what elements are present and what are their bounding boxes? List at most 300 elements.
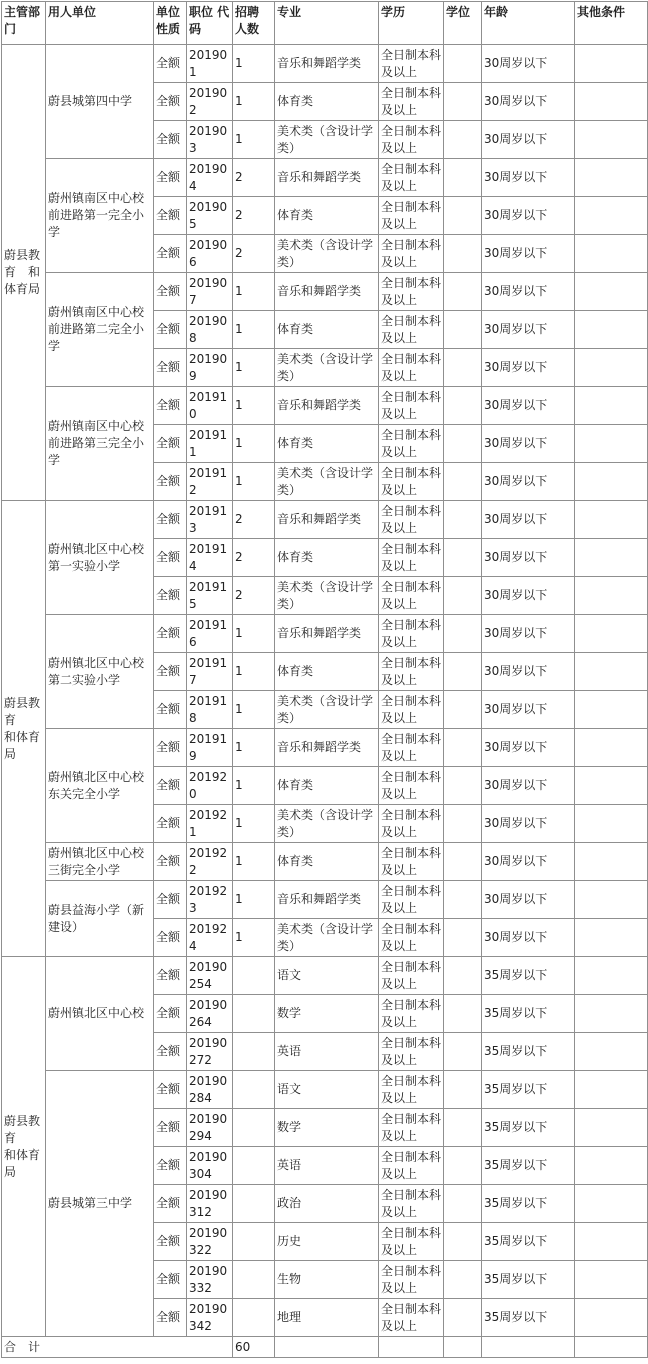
cell-major: 美术类（含设计学类） [275,577,379,615]
cell-other [575,577,648,615]
cell-age: 30周岁以下 [482,577,575,615]
cell-count: 1 [233,349,275,387]
cell-age: 30周岁以下 [482,425,575,463]
cell-code: 20190304 [187,1147,233,1185]
cell-nature: 全额 [154,159,187,197]
total-count: 60 [233,1337,275,1358]
cell-age: 30周岁以下 [482,919,575,957]
cell-count [233,995,275,1033]
cell-code: 20190322 [187,1223,233,1261]
cell-other [575,1071,648,1109]
cell-other [575,1261,648,1299]
table-row [2,957,648,995]
cell-major: 音乐和舞蹈学类 [275,273,379,311]
cell-age: 30周岁以下 [482,501,575,539]
total-blank [275,1337,379,1358]
cell-major: 数学 [275,1109,379,1147]
cell-nature: 全额 [154,919,187,957]
cell-age: 35周岁以下 [482,1071,575,1109]
table-row [2,881,648,919]
cell-age: 30周岁以下 [482,159,575,197]
cell-other [575,843,648,881]
cell-major: 英语 [275,1033,379,1071]
cell-other [575,387,648,425]
cell-count: 1 [233,45,275,83]
unit-cell: 蔚县益海小学（新建设） [46,881,154,957]
cell-other [575,881,648,919]
total-label: 合 计 [2,1337,233,1358]
cell-count [233,1223,275,1261]
cell-nature: 全额 [154,615,187,653]
cell-age: 30周岁以下 [482,653,575,691]
cell-code: 201921 [187,805,233,843]
cell-major: 体育类 [275,539,379,577]
cell-major: 音乐和舞蹈学类 [275,159,379,197]
cell-degree [444,615,482,653]
unit-cell: 蔚州镇南区中心校前进路第三完全小学 [46,387,154,501]
cell-count [233,1261,275,1299]
header-unit: 用人单位 [46,2,154,45]
cell-degree [444,1261,482,1299]
cell-major: 音乐和舞蹈学类 [275,881,379,919]
header-degree: 学位 [444,2,482,45]
cell-nature: 全额 [154,539,187,577]
cell-major: 语文 [275,957,379,995]
cell-nature: 全额 [154,1185,187,1223]
header-education: 学历 [379,2,444,45]
cell-age: 35周岁以下 [482,1223,575,1261]
cell-other [575,691,648,729]
unit-cell: 蔚州镇北区中心校 [46,957,154,1071]
cell-degree [444,805,482,843]
cell-education: 全日制本科及以上 [379,919,444,957]
cell-education: 全日制本科及以上 [379,1185,444,1223]
table-row [2,729,648,767]
unit-cell: 蔚县城第四中学 [46,45,154,159]
department-cell: 蔚县教育 和体育局 [2,45,46,501]
cell-education: 全日制本科及以上 [379,311,444,349]
cell-nature: 全额 [154,425,187,463]
cell-age: 30周岁以下 [482,767,575,805]
cell-other [575,539,648,577]
cell-major: 美术类（含设计学类） [275,121,379,159]
cell-code: 20190264 [187,995,233,1033]
cell-count [233,1109,275,1147]
cell-count: 1 [233,615,275,653]
cell-other [575,501,648,539]
unit-cell: 蔚州镇南区中心校前进路第一完全小学 [46,159,154,273]
cell-age: 30周岁以下 [482,843,575,881]
cell-count: 2 [233,235,275,273]
cell-age: 30周岁以下 [482,463,575,501]
cell-code: 201904 [187,159,233,197]
table-row [2,843,648,881]
cell-nature: 全额 [154,691,187,729]
cell-age: 30周岁以下 [482,539,575,577]
cell-degree [444,957,482,995]
cell-education: 全日制本科及以上 [379,577,444,615]
unit-cell: 蔚州镇北区中心校东关完全小学 [46,729,154,843]
cell-other [575,159,648,197]
cell-education: 全日制本科及以上 [379,121,444,159]
cell-education: 全日制本科及以上 [379,1033,444,1071]
cell-age: 30周岁以下 [482,615,575,653]
cell-code: 201923 [187,881,233,919]
cell-age: 30周岁以下 [482,805,575,843]
cell-education: 全日制本科及以上 [379,957,444,995]
cell-other [575,919,648,957]
cell-education: 全日制本科及以上 [379,767,444,805]
cell-degree [444,881,482,919]
cell-count: 2 [233,159,275,197]
cell-degree [444,83,482,121]
unit-cell: 蔚州镇北区中心校第二实验小学 [46,615,154,729]
cell-education: 全日制本科及以上 [379,45,444,83]
cell-education: 全日制本科及以上 [379,387,444,425]
cell-degree [444,691,482,729]
cell-major: 体育类 [275,843,379,881]
cell-major: 历史 [275,1223,379,1261]
cell-major: 体育类 [275,197,379,235]
cell-major: 美术类（含设计学类） [275,919,379,957]
table-row [2,1071,648,1109]
cell-major: 美术类（含设计学类） [275,463,379,501]
cell-code: 201901 [187,45,233,83]
cell-major: 音乐和舞蹈学类 [275,45,379,83]
cell-major: 美术类（含设计学类） [275,349,379,387]
cell-degree [444,1109,482,1147]
cell-code: 201909 [187,349,233,387]
cell-degree [444,767,482,805]
cell-age: 30周岁以下 [482,881,575,919]
cell-code: 201922 [187,843,233,881]
cell-degree [444,235,482,273]
cell-degree [444,349,482,387]
cell-education: 全日制本科及以上 [379,463,444,501]
cell-code: 201902 [187,83,233,121]
cell-count: 1 [233,653,275,691]
cell-count: 2 [233,197,275,235]
cell-nature: 全额 [154,311,187,349]
cell-major: 体育类 [275,83,379,121]
cell-other [575,1299,648,1337]
cell-degree [444,995,482,1033]
cell-major: 美术类（含设计学类） [275,235,379,273]
cell-degree [444,729,482,767]
cell-degree [444,1033,482,1071]
cell-other [575,121,648,159]
cell-age: 30周岁以下 [482,83,575,121]
cell-degree [444,463,482,501]
cell-major: 数学 [275,995,379,1033]
cell-other [575,349,648,387]
cell-nature: 全额 [154,767,187,805]
cell-degree [444,273,482,311]
cell-code: 201916 [187,615,233,653]
cell-major: 体育类 [275,425,379,463]
cell-education: 全日制本科及以上 [379,159,444,197]
cell-education: 全日制本科及以上 [379,235,444,273]
cell-count: 1 [233,311,275,349]
cell-code: 201910 [187,387,233,425]
cell-other [575,45,648,83]
cell-degree [444,577,482,615]
header-age: 年龄 [482,2,575,45]
header-other: 其他条件 [575,2,648,45]
cell-other [575,729,648,767]
cell-code: 201914 [187,539,233,577]
cell-code: 201908 [187,311,233,349]
cell-code: 201919 [187,729,233,767]
cell-major: 音乐和舞蹈学类 [275,615,379,653]
cell-code: 201924 [187,919,233,957]
cell-major: 英语 [275,1147,379,1185]
cell-degree [444,197,482,235]
cell-code: 20190342 [187,1299,233,1337]
cell-major: 体育类 [275,653,379,691]
unit-cell: 蔚州镇南区中心校前进路第二完全小学 [46,273,154,387]
cell-degree [444,121,482,159]
cell-education: 全日制本科及以上 [379,995,444,1033]
cell-count: 1 [233,881,275,919]
cell-count [233,1071,275,1109]
cell-education: 全日制本科及以上 [379,1147,444,1185]
cell-age: 30周岁以下 [482,349,575,387]
cell-degree [444,1185,482,1223]
cell-code: 20190254 [187,957,233,995]
cell-other [575,1185,648,1223]
cell-major: 体育类 [275,311,379,349]
cell-education: 全日制本科及以上 [379,349,444,387]
cell-major: 语文 [275,1071,379,1109]
cell-degree [444,653,482,691]
cell-age: 35周岁以下 [482,1299,575,1337]
cell-nature: 全额 [154,387,187,425]
cell-nature: 全额 [154,121,187,159]
cell-nature: 全额 [154,1033,187,1071]
cell-code: 20190272 [187,1033,233,1071]
cell-other [575,425,648,463]
cell-major: 音乐和舞蹈学类 [275,387,379,425]
cell-nature: 全额 [154,273,187,311]
cell-nature: 全额 [154,653,187,691]
cell-degree [444,45,482,83]
unit-cell: 蔚县城第三中学 [46,1071,154,1337]
cell-nature: 全额 [154,197,187,235]
cell-degree [444,1299,482,1337]
recruitment-table [1,1,648,1358]
cell-major: 地理 [275,1299,379,1337]
total-blank [575,1337,648,1358]
cell-nature: 全额 [154,1223,187,1261]
cell-count [233,957,275,995]
cell-other [575,1147,648,1185]
cell-count: 1 [233,919,275,957]
cell-other [575,463,648,501]
cell-count [233,1185,275,1223]
table-row [2,615,648,653]
cell-nature: 全额 [154,957,187,995]
cell-education: 全日制本科及以上 [379,691,444,729]
cell-code: 201915 [187,577,233,615]
cell-code: 20190294 [187,1109,233,1147]
cell-degree [444,539,482,577]
cell-major: 体育类 [275,767,379,805]
department-cell: 蔚县教育 和体育局 [2,501,46,957]
cell-code: 201905 [187,197,233,235]
cell-other [575,83,648,121]
cell-education: 全日制本科及以上 [379,653,444,691]
cell-count: 1 [233,767,275,805]
cell-education: 全日制本科及以上 [379,805,444,843]
cell-other [575,805,648,843]
cell-nature: 全额 [154,1071,187,1109]
cell-degree [444,1223,482,1261]
cell-nature: 全额 [154,1261,187,1299]
cell-nature: 全额 [154,235,187,273]
cell-code: 201911 [187,425,233,463]
cell-count: 1 [233,691,275,729]
cell-other [575,1223,648,1261]
cell-code: 201913 [187,501,233,539]
cell-other [575,615,648,653]
cell-age: 30周岁以下 [482,729,575,767]
cell-code: 20190312 [187,1185,233,1223]
table-row [2,387,648,425]
total-blank [482,1337,575,1358]
cell-other [575,957,648,995]
cell-count: 1 [233,463,275,501]
cell-degree [444,501,482,539]
cell-age: 35周岁以下 [482,1147,575,1185]
cell-other [575,197,648,235]
cell-code: 201903 [187,121,233,159]
cell-degree [444,919,482,957]
unit-cell: 蔚州镇北区中心校三街完全小学 [46,843,154,881]
header-dept: 主管部门 [2,2,46,45]
cell-other [575,767,648,805]
cell-nature: 全额 [154,805,187,843]
unit-cell: 蔚州镇北区中心校第一实验小学 [46,501,154,615]
cell-major: 政治 [275,1185,379,1223]
cell-age: 30周岁以下 [482,197,575,235]
cell-other [575,653,648,691]
cell-code: 201917 [187,653,233,691]
cell-age: 35周岁以下 [482,995,575,1033]
cell-education: 全日制本科及以上 [379,1299,444,1337]
cell-nature: 全额 [154,1109,187,1147]
total-blank [379,1337,444,1358]
cell-education: 全日制本科及以上 [379,273,444,311]
cell-code: 201920 [187,767,233,805]
cell-count: 1 [233,387,275,425]
table-row [2,45,648,83]
cell-age: 30周岁以下 [482,121,575,159]
cell-education: 全日制本科及以上 [379,881,444,919]
header-count: 招聘 人数 [233,2,275,45]
cell-count: 1 [233,425,275,463]
total-blank [444,1337,482,1358]
table-row [2,273,648,311]
cell-code: 20190284 [187,1071,233,1109]
cell-education: 全日制本科及以上 [379,197,444,235]
cell-degree [444,159,482,197]
cell-count: 1 [233,805,275,843]
cell-other [575,273,648,311]
total-row [2,1337,648,1358]
cell-education: 全日制本科及以上 [379,1109,444,1147]
cell-age: 35周岁以下 [482,1109,575,1147]
cell-code: 201918 [187,691,233,729]
cell-count: 1 [233,729,275,767]
cell-other [575,311,648,349]
cell-nature: 全额 [154,1299,187,1337]
cell-education: 全日制本科及以上 [379,539,444,577]
cell-major: 美术类（含设计学类） [275,805,379,843]
department-cell: 蔚县教育 和体育局 [2,957,46,1337]
cell-age: 30周岁以下 [482,387,575,425]
cell-age: 30周岁以下 [482,235,575,273]
cell-nature: 全额 [154,45,187,83]
cell-nature: 全额 [154,463,187,501]
cell-nature: 全额 [154,843,187,881]
cell-age: 30周岁以下 [482,273,575,311]
cell-education: 全日制本科及以上 [379,843,444,881]
cell-education: 全日制本科及以上 [379,615,444,653]
cell-education: 全日制本科及以上 [379,83,444,121]
cell-education: 全日制本科及以上 [379,1071,444,1109]
cell-degree [444,1071,482,1109]
cell-major: 音乐和舞蹈学类 [275,729,379,767]
cell-other [575,1033,648,1071]
cell-age: 30周岁以下 [482,691,575,729]
cell-other [575,235,648,273]
cell-count: 1 [233,121,275,159]
cell-major: 美术类（含设计学类） [275,691,379,729]
cell-degree [444,311,482,349]
cell-age: 35周岁以下 [482,957,575,995]
cell-code: 201912 [187,463,233,501]
cell-code: 201907 [187,273,233,311]
cell-age: 30周岁以下 [482,45,575,83]
cell-degree [444,387,482,425]
table-body [2,45,648,1337]
cell-count: 2 [233,577,275,615]
header-row [2,2,648,45]
cell-major: 音乐和舞蹈学类 [275,501,379,539]
cell-age: 35周岁以下 [482,1033,575,1071]
cell-nature: 全额 [154,501,187,539]
cell-nature: 全额 [154,83,187,121]
cell-nature: 全额 [154,1147,187,1185]
cell-age: 30周岁以下 [482,311,575,349]
cell-age: 35周岁以下 [482,1185,575,1223]
cell-count: 2 [233,539,275,577]
table-row [2,159,648,197]
cell-other [575,1109,648,1147]
cell-count: 1 [233,273,275,311]
cell-nature: 全额 [154,577,187,615]
cell-education: 全日制本科及以上 [379,1223,444,1261]
cell-degree [444,843,482,881]
cell-education: 全日制本科及以上 [379,729,444,767]
cell-education: 全日制本科及以上 [379,1261,444,1299]
cell-degree [444,1147,482,1185]
cell-age: 35周岁以下 [482,1261,575,1299]
cell-nature: 全额 [154,881,187,919]
table-row [2,501,648,539]
cell-count: 1 [233,83,275,121]
